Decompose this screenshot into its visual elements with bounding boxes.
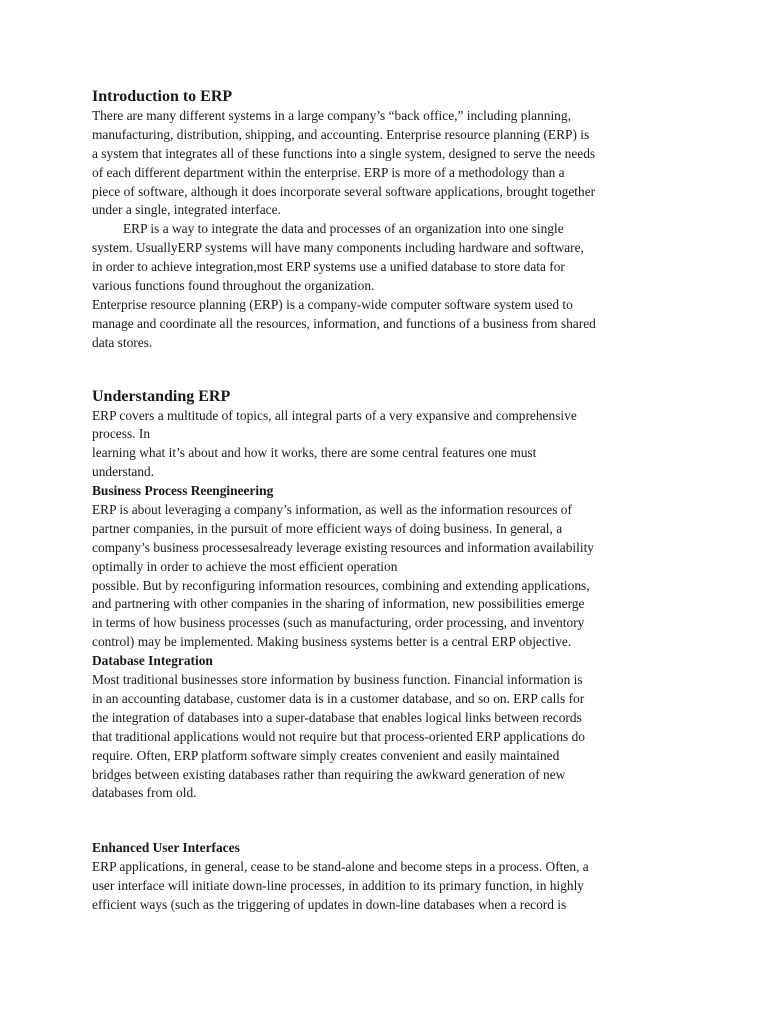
paragraph-line: There are many different systems in a large company’s “back office,” including planning, (92, 108, 571, 123)
paragraph-line: in an accounting database, customer data is in a customer database, and so on. ERP calls for (92, 690, 585, 706)
paragraph-line: possible. But by reconfiguring information resources, combining and extending applications, (92, 577, 590, 593)
paragraph-line: system. UsuallyERP systems will have many components including hardware and software, (92, 240, 584, 256)
paragraph-line: partner companies, in the pursuit of more efficient ways of doing business. In general, a (92, 520, 563, 536)
section-understanding (92, 387, 682, 483)
section-heading: Introduction to ERP (92, 88, 233, 105)
paragraph-line: company’s business processesalready leverage existing resources and information availability (92, 539, 594, 555)
paragraph-line: piece of software, although it does incorporate several software applications, brought together (92, 183, 596, 199)
paragraph-line: ERP applications, in general, cease to be stand-alone and become steps in a process. Often, a (92, 859, 589, 875)
section-enhanced-ui (92, 839, 682, 915)
section-heading: Understanding ERP (92, 387, 231, 405)
paragraph-line: a system that integrates all of these functions into a single system, designed to serve the needs (92, 145, 596, 161)
paragraph-line: under a single, integrated interface. (92, 202, 281, 218)
paragraph-line: and partnering with other companies in the sharing of information, new possibilities emerge (92, 596, 585, 612)
paragraph-line: efficient ways (such as the triggering of updates in down-line databases when a record is (92, 896, 567, 912)
paragraph-line: in terms of how business processes (such as manufacturing, order processing, and inventory (92, 615, 585, 631)
paragraph-line: databases from old. (92, 785, 197, 801)
paragraph-line: Enterprise resource planning (ERP) is a company-wide computer software system used to (92, 296, 573, 312)
paragraph-line: understand. (92, 464, 155, 480)
paragraph-line: in order to achieve integration,most ERP systems use a unified database to store data for (92, 259, 565, 275)
paragraph-line: process. In (92, 426, 151, 442)
section-database-integration (92, 652, 682, 803)
paragraph-line: user interface will initiate down-line processes, in addition to its primary function, in highly (92, 878, 584, 894)
section-bpr (92, 482, 682, 652)
paragraph-line: the integration of databases into a super-database that enables logical links between records (92, 709, 582, 725)
section-spacer (92, 353, 682, 387)
paragraph-line: optimally in order to achieve the most efficient operation (92, 558, 398, 574)
subsection-heading: Enhanced User Interfaces (92, 840, 240, 856)
paragraph-line: manufacturing, distribution, shipping, and accounting. Enterprise resource planning (ERP) is (92, 126, 590, 142)
paragraph-line: require. Often, ERP platform software simply creates convenient and easily maintained (92, 747, 560, 763)
subsection-heading: Database Integration (92, 653, 213, 669)
paragraph-line: bridges between existing databases rather than requiring the awkward generation of new (92, 766, 566, 782)
subsection-heading: Business Process Reengineering (92, 483, 274, 499)
paragraph-line: ERP is a way to integrate the data and processes of an organization into one single (123, 221, 564, 237)
paragraph-line: learning what it’s about and how it works, there are some central features one must (92, 445, 537, 461)
paragraph-line: manage and coordinate all the resources, information, and functions of a business from shared (92, 315, 596, 331)
paragraph-line: of each different department within the enterprise. ERP is more of a methodology than a (92, 164, 565, 180)
paragraph-line: data stores. (92, 334, 153, 350)
document-page (92, 87, 682, 915)
section-spacer (92, 803, 682, 839)
paragraph-line: ERP covers a multitude of topics, all integral parts of a very expansive and comprehensive (92, 407, 577, 423)
paragraph-line: that traditional applications would not require but that process-oriented ERP applications do (92, 728, 585, 744)
section-intro (92, 87, 682, 353)
paragraph-line: Most traditional businesses store information by business function. Financial information is (92, 672, 583, 688)
paragraph-line: various functions found throughout the organization. (92, 278, 375, 294)
paragraph-line: ERP is about leveraging a company’s information, as well as the information resources of (92, 502, 572, 518)
paragraph-line: control) may be implemented. Making business systems better is a central ERP objective. (92, 634, 572, 650)
